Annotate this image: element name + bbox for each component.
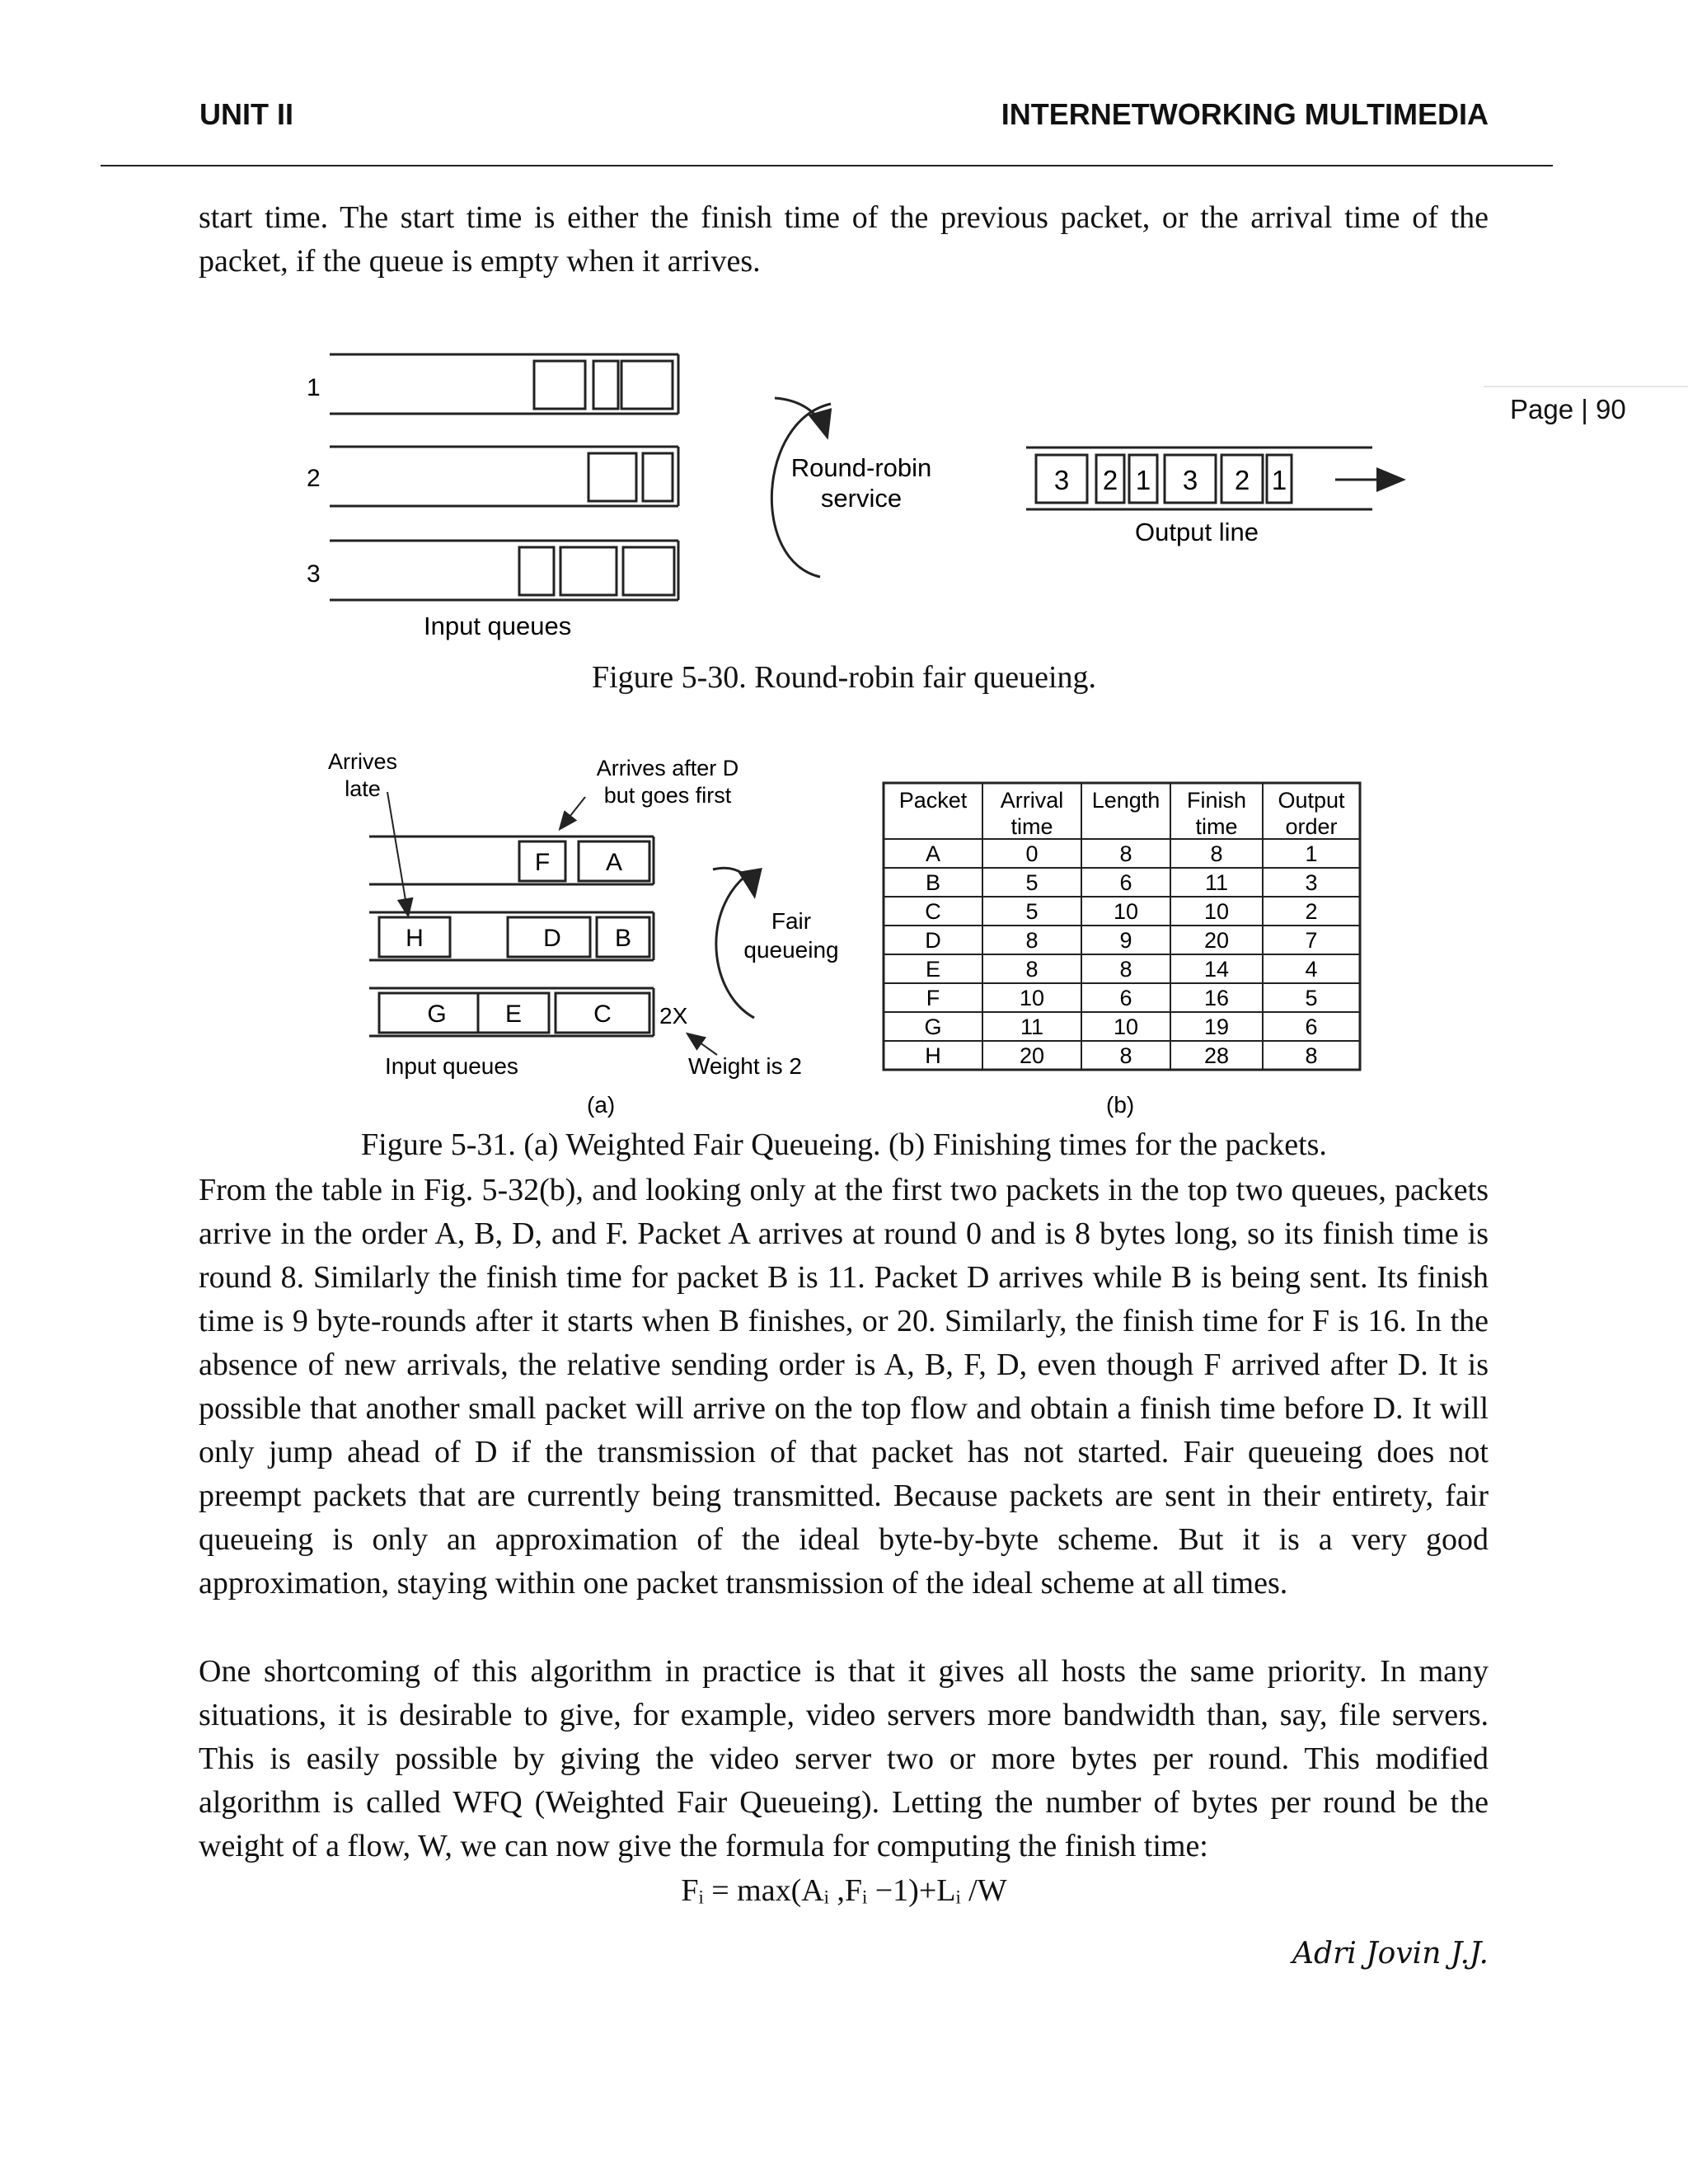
table-header-cell: Length [1091, 788, 1160, 813]
subfigure-a-label: (a) [587, 1092, 616, 1118]
table-header-cell: order [1285, 814, 1338, 839]
table-header-cell: Arrival [1000, 788, 1064, 813]
input-queues-label: Input queues [385, 1053, 518, 1079]
table-cell: 10 [1019, 986, 1045, 1010]
table-cell: 5 [1025, 899, 1039, 924]
table-cell: B [925, 870, 941, 895]
table-cell: 8 [1119, 957, 1132, 982]
output-packet: 1 [1135, 465, 1151, 495]
table-cell: 20 [1019, 1043, 1045, 1068]
table-cell: 5 [1025, 870, 1039, 895]
table-cell: 11 [1020, 1015, 1044, 1039]
packet-label: C [593, 1001, 612, 1028]
table-cell: 5 [1305, 986, 1318, 1010]
packet-label: D [543, 925, 561, 952]
table-cell: 16 [1203, 986, 1230, 1010]
table-cell: 8 [1119, 841, 1132, 866]
finishing-times-table [884, 783, 1360, 1070]
table-header-cell: time [1195, 814, 1238, 839]
figure-5-30-caption: Figure 5-30. Round-robin fair queueing. [591, 660, 1097, 695]
queue-number: 1 [307, 374, 321, 401]
page-number-rule [1484, 386, 1688, 387]
table-cell: 6 [1119, 870, 1132, 895]
output-line-label: Output line [1135, 518, 1259, 546]
output-packet: 3 [1182, 465, 1198, 495]
table-cell: A [925, 841, 941, 866]
table-cell: 4 [1305, 957, 1318, 982]
table-cell: 8 [1025, 957, 1039, 982]
subfigure-b-label: (b) [1106, 1092, 1135, 1118]
table-header-cell: Packet [898, 788, 968, 813]
weighted-fair-queueing-figure [313, 746, 1385, 1121]
output-packet: 1 [1271, 465, 1287, 495]
table-cell: 1 [1305, 841, 1318, 866]
table-cell: 2 [1305, 899, 1318, 924]
round-robin-label: Round-robin [790, 453, 932, 482]
table-cell: 11 [1204, 870, 1229, 895]
output-packet: 2 [1234, 465, 1250, 495]
queue-number: 3 [307, 560, 321, 588]
arrives-late-label: Arrives [327, 749, 398, 774]
page-number: Page | 90 [1510, 394, 1626, 424]
table-cell: 8 [1119, 1043, 1132, 1068]
table-cell: G [924, 1015, 942, 1039]
packet-label: G [427, 1001, 447, 1028]
table-cell: 10 [1113, 899, 1139, 924]
weight-label: Weight is 2 [688, 1053, 802, 1079]
weight-mark: 2X [659, 1003, 688, 1029]
table-cell: 6 [1305, 1015, 1318, 1039]
output-packet: 2 [1102, 465, 1118, 495]
header-title: INTERNETWORKING MULTIMEDIA [1001, 97, 1489, 131]
table-header-cell: Output [1278, 788, 1345, 813]
table-cell: 6 [1119, 986, 1132, 1010]
table-cell: 10 [1203, 899, 1230, 924]
arrives-late-label: late [345, 776, 381, 801]
arrives-after-label: but goes first [603, 783, 732, 808]
queue-number: 2 [307, 465, 321, 492]
table-cell: 20 [1203, 928, 1230, 953]
intro-paragraph: start time. The start time is either the finish time of the previous packet, or the arrival time of the packet, if the queue is empty when it arrives. [199, 200, 1489, 279]
packet-label: E [504, 1001, 523, 1028]
table-cell: 28 [1203, 1043, 1230, 1068]
packet-label: F [534, 849, 551, 876]
table-cell: 8 [1305, 1043, 1318, 1068]
table-header-cell: Finish [1186, 788, 1247, 813]
fair-queueing-label: queueing [743, 937, 839, 963]
packet-label: H [406, 925, 424, 952]
table-cell: H [925, 1043, 941, 1068]
table-cell: D [925, 928, 941, 953]
table-cell: 10 [1113, 1015, 1139, 1039]
table-cell: 8 [1025, 928, 1039, 953]
fair-queueing-label: Fair [771, 908, 812, 934]
table-cell: E [925, 957, 941, 982]
author-signature: Adri Jovin J.J. [1292, 1937, 1489, 1971]
body-paragraph-1: From the table in Fig. 5-32(b), and looking only at the first two packets in the top two queues, packets arrive in the order A, B, D, and F. Packet A arrives at round 0 and is 8 bytes long, so its finish time is round 8. Similarly the finish time for packet B is 11. Packet D arrives while B is being sent. Its finish time is 9 byte-rounds after it starts when B finishes, or 20. Similarly, the finish time for F is 16. In the absence of new arrivals, the relative sending order is A, B, F, D, even though F arrived after D. It is possible that another small packet will arrive on the top flow and obtain a finish time before D. It will only jump ahead of D if the transmission of that packet has not started. Fair queueing does not preempt packets that are currently being transmitted. Because packets are sent in their entirety, fair queueing is only an approximation of the ideal byte-by-byte scheme. But it is a very good approximation, staying within one packet transmission of the ideal scheme at all times. [199, 1173, 1489, 1601]
table-cell: 9 [1119, 928, 1132, 953]
body-paragraph-2: One shortcoming of this algorithm in practice is that it gives all hosts the same priority. In many situations, it is desirable to give, for example, video servers more bandwidth than, say, file servers. This is easily possible by giving the video server two or more bytes per round. This modified algorithm is called WFQ (Weighted Fair Queueing). Letting the number of bytes per round be the weight of a flow, W, we can now give the formula for computing the finish time: [199, 1654, 1489, 1863]
table-cell: 14 [1203, 957, 1230, 982]
table-cell: 19 [1203, 1015, 1230, 1039]
round-robin-label: service [820, 484, 903, 513]
table-cell: C [925, 899, 941, 924]
output-packet: 3 [1053, 465, 1070, 495]
table-cell: 7 [1305, 928, 1318, 953]
packet-label: B [614, 925, 632, 952]
input-queues-label: Input queues [424, 612, 572, 640]
round-robin-figure [280, 330, 1434, 651]
figure-5-31-caption: Figure 5-31. (a) Weighted Fair Queueing. (b) Finishing times for the packets. [361, 1127, 1327, 1162]
table-cell: 8 [1210, 841, 1223, 866]
header-unit: UNIT II [199, 97, 293, 131]
finish-time-formula: Fᵢ = max(Aᵢ ,Fᵢ −1)+Lᵢ /W [681, 1873, 1007, 1908]
arrives-after-label: Arrives after D [596, 756, 739, 780]
table-cell: F [926, 986, 940, 1010]
table-header-cell: time [1010, 814, 1053, 839]
table-cell: 0 [1025, 841, 1039, 866]
packet-label: A [605, 849, 623, 876]
table-cell: 3 [1305, 870, 1318, 895]
header-rule [101, 165, 1553, 166]
